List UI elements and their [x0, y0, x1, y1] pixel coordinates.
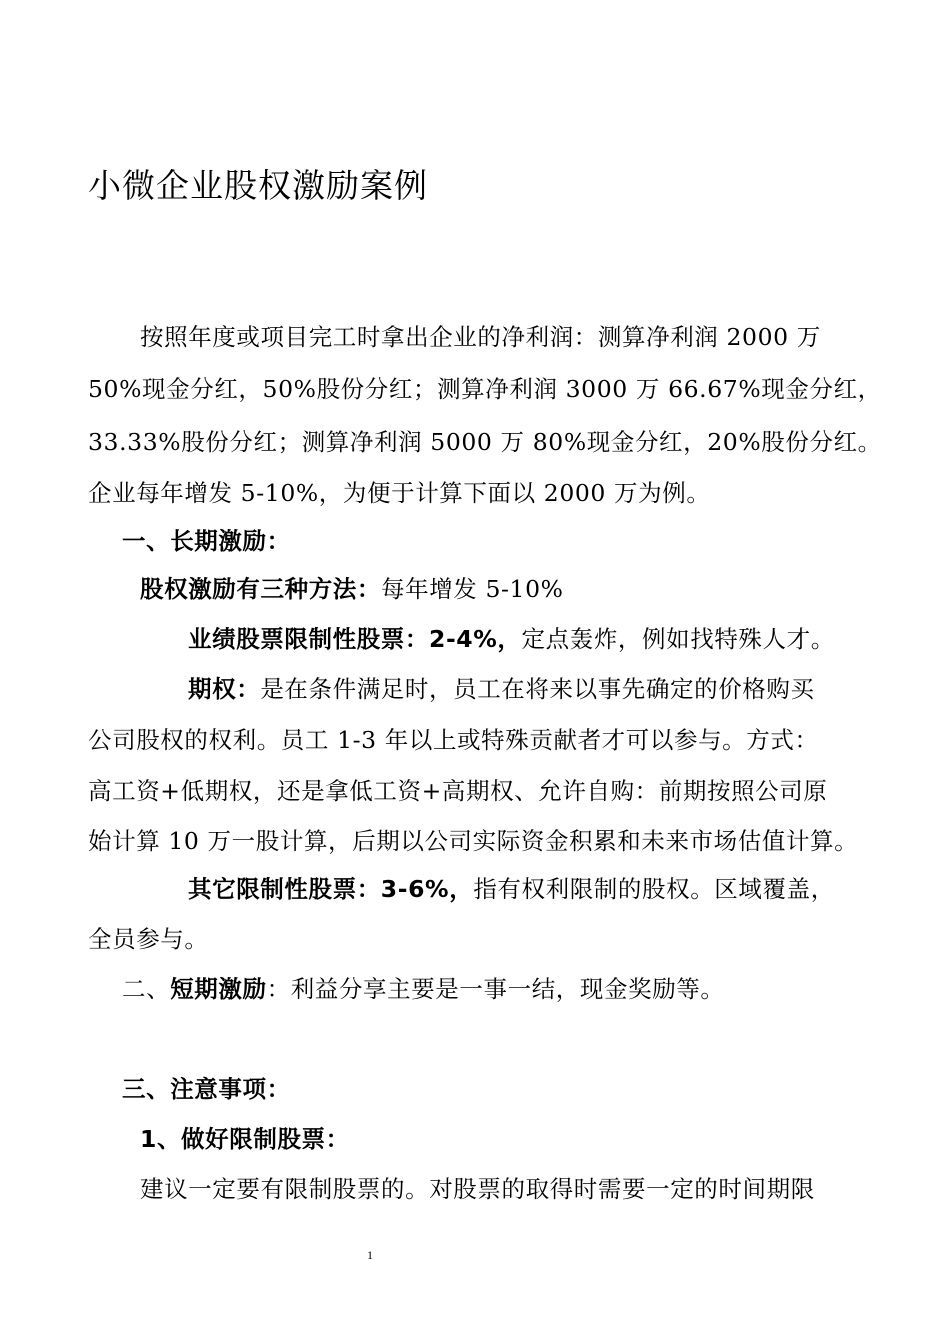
option-line-1 [188, 670, 815, 704]
option-line-3: 高工资+低期权，还是拿低工资+高期权、允许自购：前期按照公司原 [88, 777, 828, 805]
section-3-sub-1-text: 建议一定要有限制股票的。对股票的取得时需要一定的时间期限 [140, 1175, 815, 1203]
other-stock-text-1: 指有权利限制的股权。区域覆盖， [473, 875, 835, 903]
performance-stock-line [188, 620, 835, 654]
intro-line-1: 按照年度或项目完工时拿出企业的净利润：测算净利润 2000 万 [140, 323, 821, 351]
page-number: 1 [367, 1248, 373, 1262]
performance-stock-label: 业绩股票限制性股票：2-4%， [188, 625, 522, 653]
option-label: 期权： [188, 675, 261, 703]
intro-line-4: 企业每年增发 5-10%，为便于计算下面以 2000 万为例。 [88, 479, 711, 507]
document-title: 小微企业股权激励案例 [88, 166, 428, 205]
methods-line [140, 570, 564, 604]
other-stock-label: 其它限制性股票：3-6%， [188, 875, 474, 903]
performance-stock-text: 定点轰炸，例如找特殊人才。 [521, 625, 835, 653]
other-stock-line-1 [188, 870, 835, 904]
intro-line-2: 50%现金分红，50%股份分红；测算净利润 3000 万 66.67%现金分红， [88, 375, 882, 403]
section-1-heading: 一、长期激励： [122, 527, 291, 555]
section-3-sub-1: 1、做好限制股票： [140, 1125, 350, 1153]
option-text-1: 是在条件满足时，员工在将来以事先确定的价格购买 [260, 675, 815, 703]
section-3-heading: 三、注意事项： [122, 1075, 291, 1103]
option-line-4: 始计算 10 万一股计算，后期以公司实际资金积累和未来市场估值计算。 [88, 827, 859, 855]
section-2-prefix: 二、 [122, 975, 171, 1003]
section-2-label: 短期激励 [170, 975, 267, 1003]
methods-text: 每年增发 5-10% [381, 575, 564, 603]
section-2-text: ：利益分享主要是一事一结，现金奖励等。 [266, 975, 725, 1003]
methods-label: 股权激励有三种方法： [140, 575, 381, 603]
section-2-line [122, 970, 725, 1004]
option-line-2: 公司股权的权利。员工 1-3 年以上或特殊贡献者才可以参与。方式： [88, 726, 819, 754]
other-stock-line-2: 全员参与。 [88, 925, 209, 953]
intro-line-3: 33.33%股份分红；测算净利润 5000 万 80%现金分红，20%股份分红。 [88, 428, 882, 456]
